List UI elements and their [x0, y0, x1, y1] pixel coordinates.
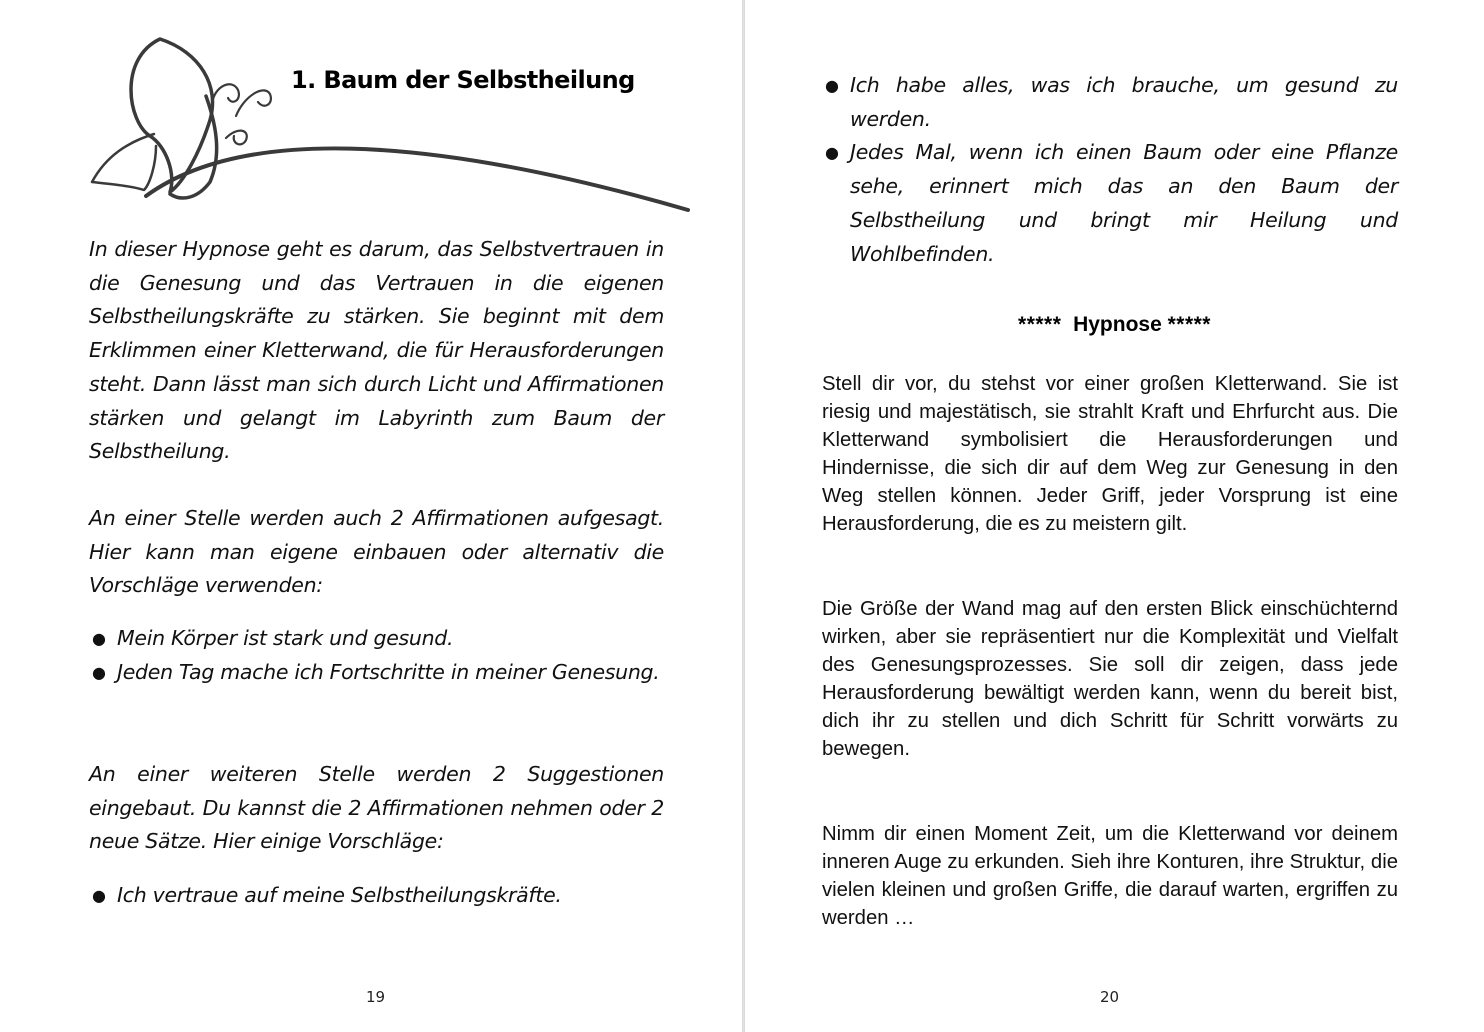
hypnose-paragraph-1: Stell dir vor, du stehst vor einer großen Kletterwand. Sie ist riesig und majestätisch, sie strahlt Kraft und Ehrfurcht aus. Die Kletterwand symbolisiert die Herausforderungen und Hindernisse, die sich dir auf dem Weg zur Genesung in den Weg stellen können. Jeder Griff, jeder Vorsprung ist eine Herausforderung, die es zu meistern gilt.: [822, 373, 1398, 536]
list-item: ● Mein Körper ist stark und gesund.: [89, 622, 664, 656]
heading-word: Hypnose: [1073, 313, 1162, 336]
list-item: ● Ich vertraue auf meine Selbstheilungskräfte.: [89, 879, 664, 913]
page-number-right: 20: [1100, 988, 1120, 1006]
butterfly-swoosh-icon: [88, 34, 692, 216]
bullet-icon: ●: [92, 629, 106, 648]
book-spine: [742, 0, 745, 1032]
hypnose-heading: [745, 313, 1484, 337]
page-number-left: 19: [366, 988, 386, 1006]
affirmations-intro-paragraph: An einer Stelle werden auch 2 Affirmationen aufgesagt. Hier kann man eigene einbauen oder alternativ die Vorschläge verwenden:: [89, 506, 664, 598]
suggestions-list-continued: [822, 69, 1398, 271]
list-item: ● Ich habe alles, was ich brauche, um gesund zu werden.: [822, 69, 1398, 136]
chapter-title: 1. Baum der Selbstheilung: [291, 66, 635, 94]
suggestions-list: [89, 879, 664, 913]
butterfly-lower-wing: [92, 134, 156, 190]
list-item: ● Jedes Mal, wenn ich einen Baum oder eine Pflanze sehe, erinnert mich das an den Baum der Selbstheilung und bringt mir Heilung und Wohlbefinden.: [822, 136, 1398, 271]
antenna-curl-1: [212, 84, 239, 104]
hypnose-paragraph-3: Nimm dir einen Moment Zeit, um die Kletterwand vor deinem inneren Auge zu erkunden. Sieh ihre Konturen, ihre Struktur, die vielen kleinen und großen Griffe, die darauf warten, ergriffen zu werden …: [822, 823, 1398, 930]
bullet-icon: ●: [825, 76, 839, 95]
butterfly-body: [170, 96, 217, 198]
antenna-curl-3: [226, 131, 247, 145]
suggestions-intro-paragraph: An einer weiteren Stelle werden 2 Suggestionen eingebaut. Du kannst die 2 Affirmationen nehmen oder 2 neue Sätze. Hier einige Vorschläge:: [89, 762, 664, 854]
antenna-curl-2: [236, 90, 271, 116]
bullet-icon: ●: [825, 143, 839, 163]
heading-stars-left: *****: [1018, 313, 1062, 336]
swoosh-line: [146, 148, 688, 210]
affirmations-list: [89, 622, 664, 689]
heading-stars-right: *****: [1167, 313, 1211, 336]
intro-paragraph: In dieser Hypnose geht es darum, das Selbstvertrauen in die Genesung und das Vertrauen in die eigenen Selbstheilungskräfte zu stärken. Sie beginnt mit dem Erklimmen einer Kletterwand, die für Herausforderungen steht. Dann lässt man sich durch Licht und Affirmationen stärken und gelangt im Labyrinth zum Baum der Selbstheilung.: [89, 237, 664, 464]
bullet-icon: ●: [92, 886, 106, 905]
bullet-icon: ●: [92, 662, 106, 682]
list-item: ● Jeden Tag mache ich Fortschritte in meiner Genesung.: [89, 656, 664, 690]
hypnose-paragraph-2: Die Größe der Wand mag auf den ersten Blick einschüchternd wirken, aber sie repräsentiert nur die Komplexität und Vielfalt des Genesungsprozesses. Sie soll dir zeigen, dass jede Herausforderung bewältigt werden kann, wenn du bereit bist, dich ihr zu stellen und dich Schritt für Schritt vorwärts zu bewegen.: [822, 598, 1398, 761]
